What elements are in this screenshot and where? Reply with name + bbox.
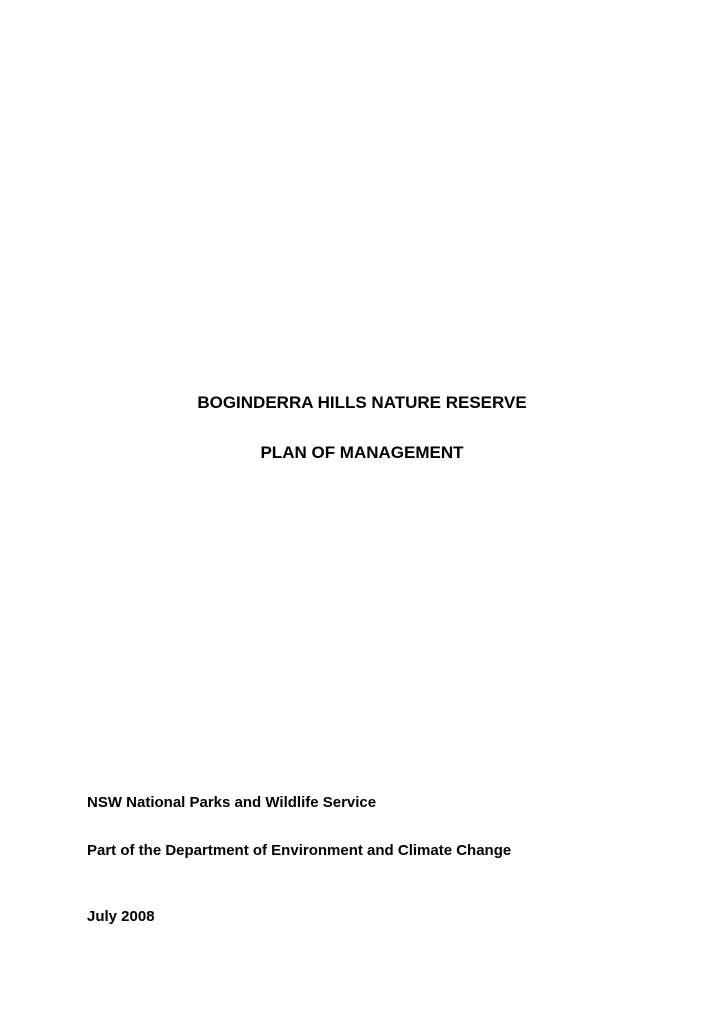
department-line: Part of the Department of Environment and Climate Change — [87, 842, 512, 859]
publisher-line: NSW National Parks and Wildlife Service — [87, 794, 377, 811]
publication-date: July 2008 — [87, 908, 155, 925]
document-title: BOGINDERRA HILLS NATURE RESERVE — [197, 393, 527, 412]
document-subtitle: PLAN OF MANAGEMENT — [260, 443, 464, 462]
